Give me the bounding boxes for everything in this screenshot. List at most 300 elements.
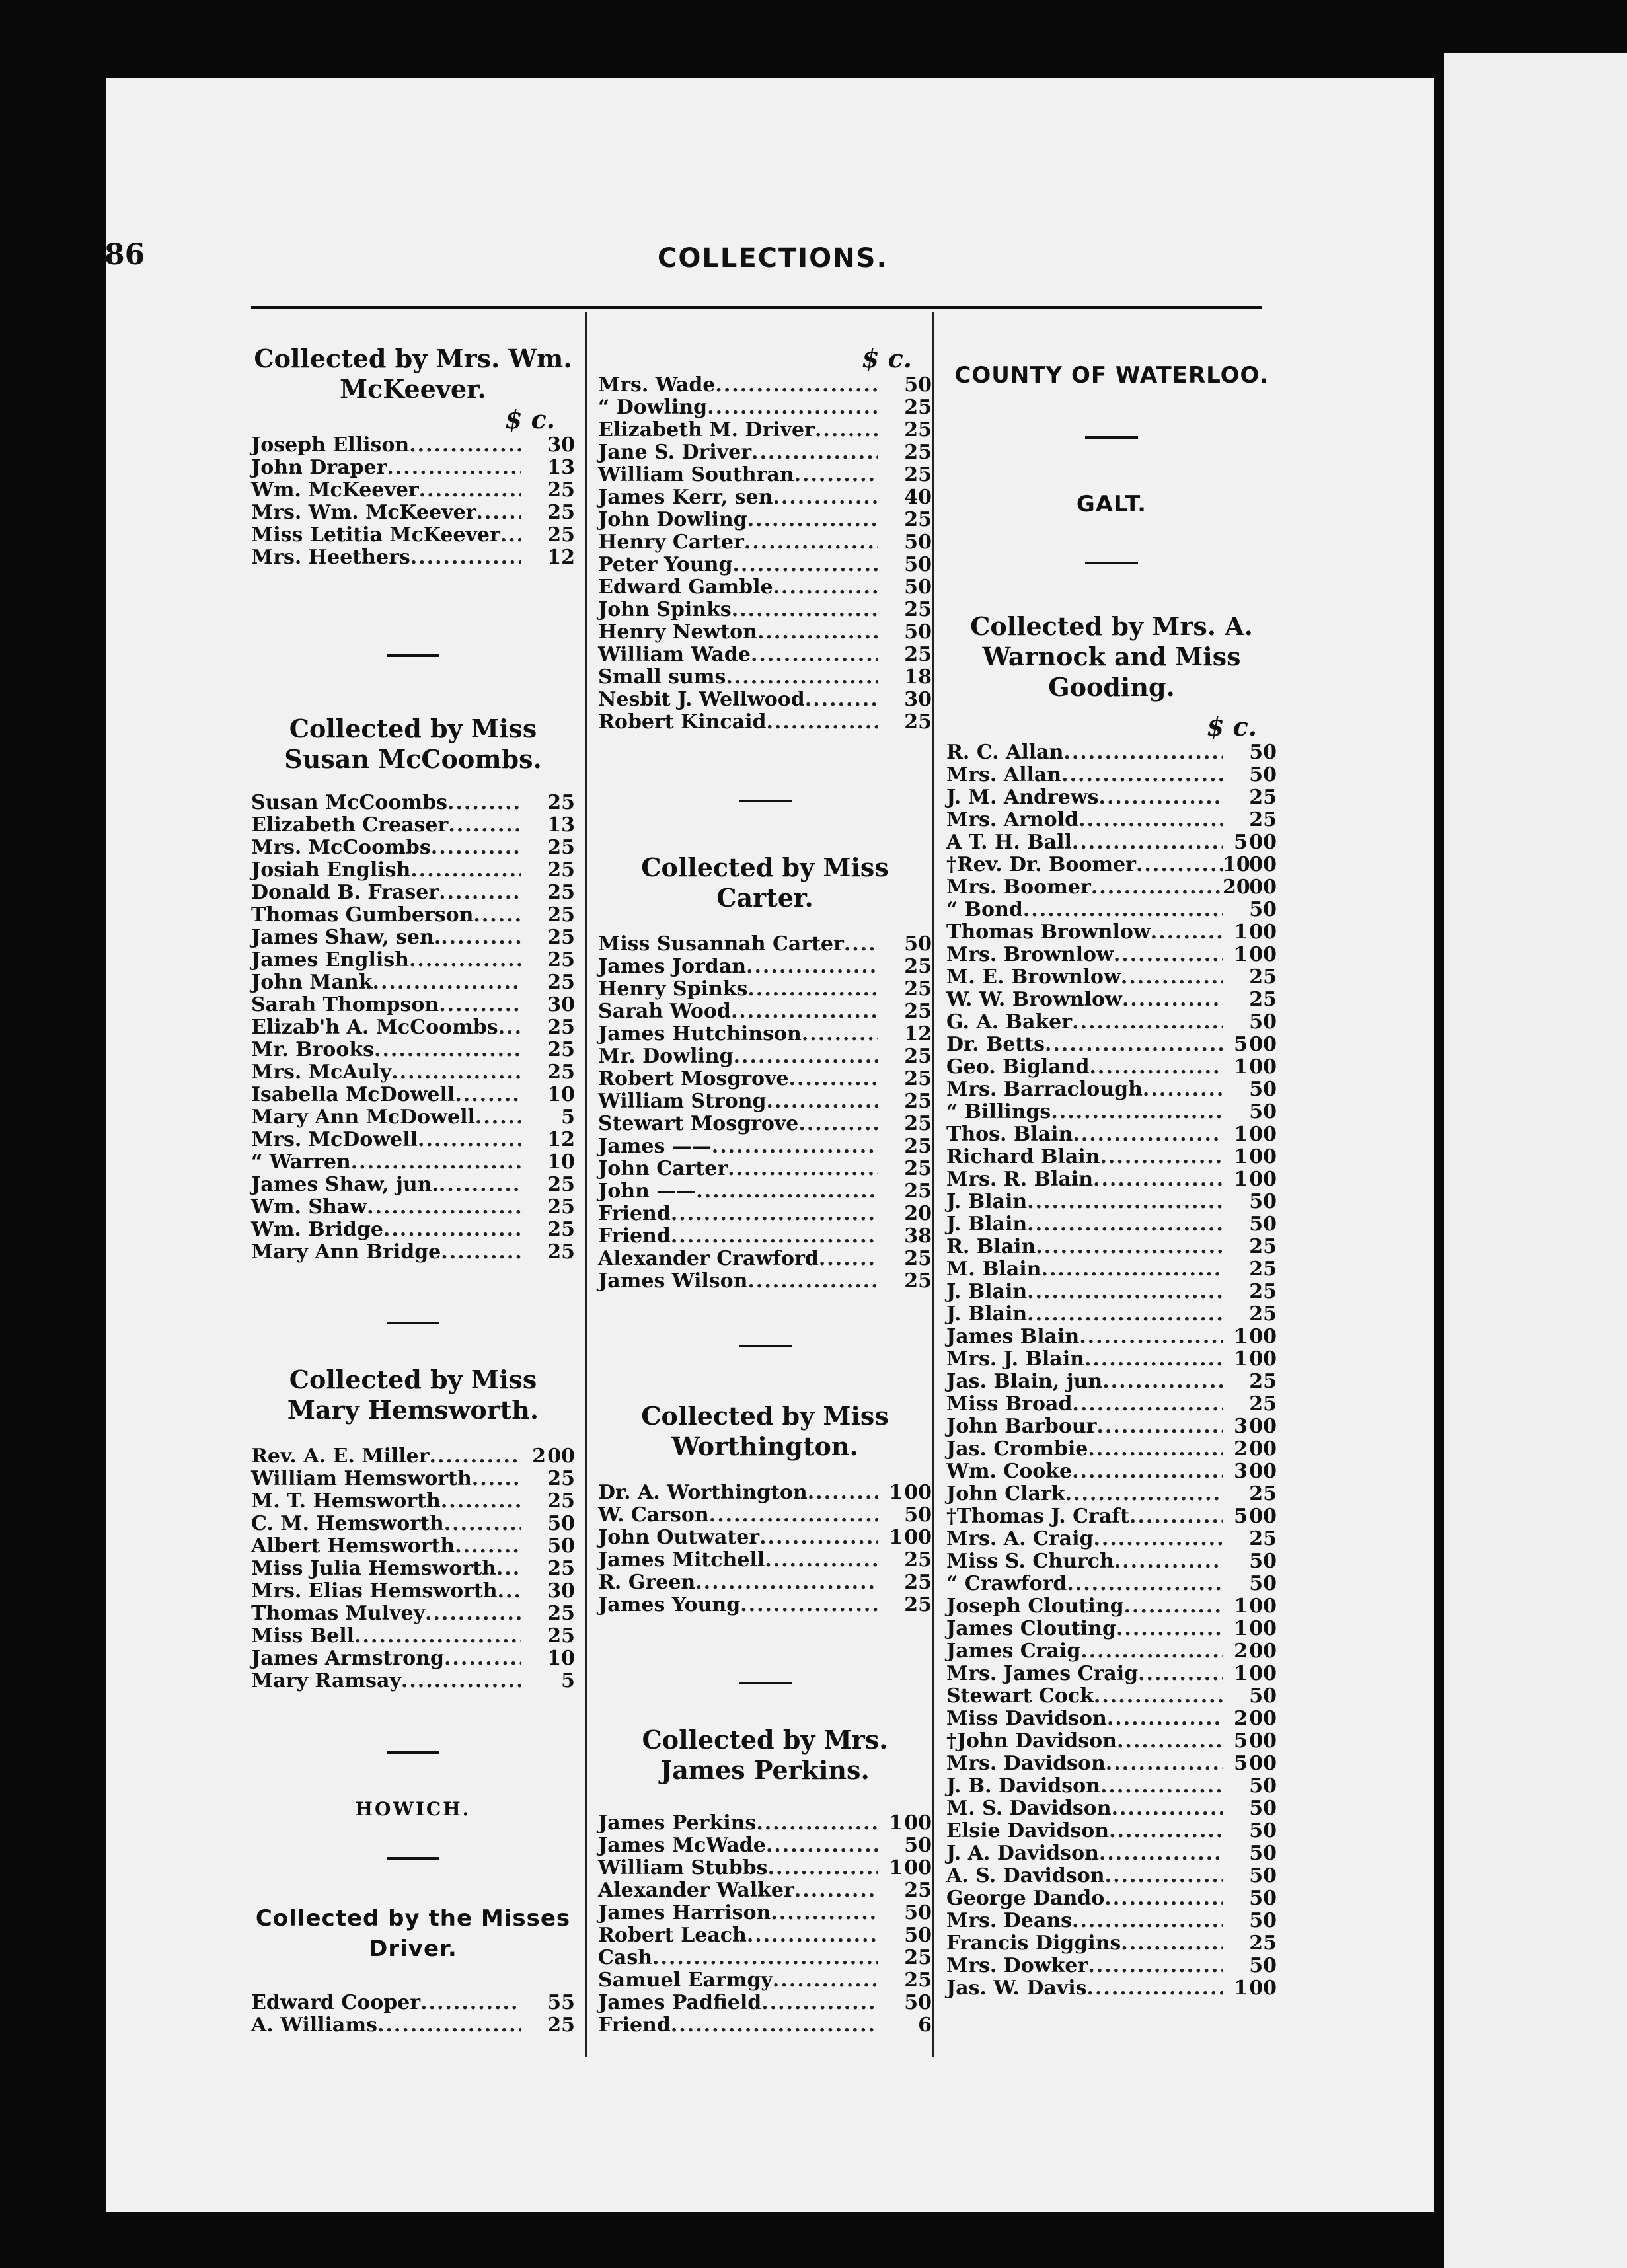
amount-dollars (521, 792, 546, 814)
section-worthington (598, 1401, 932, 1616)
contributor-name: John Clark (946, 1482, 1065, 1505)
amount-dollars (878, 486, 903, 509)
list-item (251, 1241, 575, 1264)
amount-dollars: 2 (1234, 1437, 1248, 1460)
contributor-name: James —— (598, 1135, 712, 1158)
list-item (598, 1482, 932, 1504)
list-item (946, 1438, 1277, 1460)
contributor-name: Friend (598, 1202, 671, 1225)
amount-dollars (878, 1924, 903, 1947)
leader-dots (1104, 1887, 1223, 1910)
leader-dots (1143, 1078, 1223, 1101)
amount-cents: 00 (1249, 1347, 1277, 1371)
contributor-name: †John Davidson (946, 1729, 1117, 1753)
amount-cents: 00 (904, 1481, 932, 1504)
leader-dots (1079, 1326, 1223, 1348)
list-item (598, 1045, 932, 1068)
list-item (598, 1879, 932, 1902)
list-item (946, 1236, 1277, 1258)
list-item (251, 1603, 575, 1625)
amount-dollars: 1 (1234, 1055, 1248, 1078)
amount-cents: 18 (904, 665, 932, 689)
list-item (251, 1468, 575, 1490)
leader-dots (773, 1969, 878, 1992)
amount-dollars (878, 1902, 903, 1924)
amount-dollars (878, 1135, 903, 1158)
leader-dots (473, 904, 521, 926)
amount-dollars (1223, 764, 1248, 786)
column-divider-1 (585, 312, 587, 2057)
amount-cents: 25 (904, 1045, 932, 1068)
list-item (251, 904, 575, 926)
contributor-name: Mrs. McCoombs (251, 836, 431, 859)
contributor-name: Mr. Brooks (251, 1038, 375, 1061)
leader-dots (1045, 1034, 1223, 1056)
list-item (251, 1558, 575, 1580)
amount-cents: 50 (904, 1901, 932, 1924)
contributor-name: Mrs. Brownlow (946, 943, 1114, 966)
contributor-name: John Dowling (598, 508, 747, 531)
amount-dollars: 20 (1223, 876, 1250, 899)
list-item (946, 1865, 1277, 1887)
section-warnock (946, 611, 1277, 2000)
list-item (946, 1528, 1277, 1550)
contributor-name: Donald B. Fraser (251, 881, 439, 904)
amount-cents: 50 (904, 932, 932, 956)
amount-cents: 25 (1249, 1370, 1277, 1393)
contributor-name: “ Billings (946, 1100, 1051, 1123)
amount-dollars (1223, 1528, 1248, 1550)
list-item (946, 921, 1277, 944)
contributor-name: Wm. Shaw (251, 1195, 367, 1219)
amount-cents: 6 (918, 2014, 932, 2037)
contributor-name: Mary Ann McDowell (251, 1106, 475, 1129)
amount-dollars (1223, 1775, 1248, 1797)
section-mckeever (251, 344, 575, 569)
list-item (946, 1977, 1277, 2000)
contributor-name: J. Blain (946, 1213, 1028, 1236)
leader-dots (751, 441, 878, 464)
leader-dots (761, 1992, 878, 2014)
amount-cents: 40 (904, 486, 932, 509)
list-item (946, 1797, 1277, 1820)
leader-dots (766, 711, 878, 734)
contributor-name: †Rev. Dr. Boomer (946, 853, 1136, 876)
amount-dollars (1223, 1685, 1248, 1708)
list-item (251, 994, 575, 1016)
list-item (251, 1580, 575, 1603)
contributor-name: Elizab'h A. McCoombs (251, 1016, 498, 1039)
leader-dots (696, 1180, 878, 1203)
amount-dollars (1223, 1550, 1248, 1573)
leader-dots (1100, 1146, 1223, 1168)
list-item (251, 882, 575, 904)
contributor-name: Mary Ann Bridge (251, 1240, 441, 1264)
section-heading: HOWICH. (355, 1798, 471, 1820)
amount-dollars (1223, 1258, 1248, 1281)
leader-dots (756, 1812, 878, 1834)
amount-dollars (521, 434, 546, 457)
amount-dollars (878, 1594, 903, 1616)
leader-dots (1093, 1168, 1223, 1191)
amount-cents: 25 (547, 501, 575, 524)
leader-dots (1122, 989, 1223, 1011)
leader-dots (1100, 1775, 1223, 1797)
amount-cents: 00 (1249, 1729, 1277, 1753)
leader-dots (1099, 786, 1223, 809)
contributor-name: Thos. Blain (946, 1123, 1073, 1146)
leader-dots (498, 1580, 521, 1603)
amount-cents: 25 (1249, 1258, 1277, 1281)
contributor-name: Small sums (598, 665, 726, 689)
amount-cents: 25 (1249, 1303, 1277, 1326)
amount-dollars: 1 (1234, 1123, 1248, 1146)
divider (251, 654, 575, 657)
list-item (251, 1513, 575, 1535)
contributor-name: Mrs. Wm. McKeever (251, 501, 476, 524)
list-item (946, 1483, 1277, 1505)
amount-cents: 00 (1249, 1662, 1277, 1685)
amount-dollars (521, 1558, 546, 1580)
amount-cents: 25 (904, 1879, 932, 1902)
contributor-name: William Stubbs (598, 1856, 768, 1879)
leader-dots (771, 1902, 878, 1924)
list-item (946, 1011, 1277, 1034)
amount-cents: 25 (904, 396, 932, 419)
contributor-name: James Perkins (598, 1811, 757, 1834)
amount-dollars (878, 1248, 903, 1270)
amount-dollars (1223, 1236, 1248, 1258)
amount-dollars: 1 (1234, 1168, 1248, 1191)
list-item (598, 397, 932, 419)
list-item (946, 1416, 1277, 1438)
amount-dollars (521, 2014, 546, 2037)
list-item (946, 1034, 1277, 1056)
amount-cents: 25 (904, 1593, 932, 1616)
amount-dollars (1223, 899, 1248, 921)
list-item (598, 419, 932, 441)
list-item (946, 1618, 1277, 1640)
contributor-name: “ Crawford (946, 1572, 1067, 1595)
leader-dots (1061, 764, 1223, 786)
entry-list (598, 1812, 932, 2037)
section-title: Collected by Miss Worthington. (641, 1401, 889, 1461)
contributor-name: M. T. Hemsworth (251, 1490, 441, 1513)
contributor-name: A. Williams (251, 2014, 377, 2037)
amount-dollars (878, 711, 903, 734)
amount-cents: 25 (547, 903, 575, 926)
amount-cents: 25 (904, 463, 932, 486)
list-item (946, 944, 1277, 966)
list-item (946, 741, 1277, 764)
amount-dollars: 1 (1234, 1977, 1248, 2000)
contributor-name: William Wade (598, 643, 751, 666)
list-item (598, 1594, 932, 1616)
amount-dollars: 5 (1234, 1729, 1248, 1753)
contributor-name: Mrs. McDowell (251, 1128, 418, 1151)
contributor-name: Edward Cooper (251, 1991, 421, 2014)
amount-cents: 5 (561, 1106, 575, 1129)
list-item (251, 524, 575, 547)
contributor-name: Thomas Brownlow (946, 921, 1151, 944)
amount-dollars (1223, 1483, 1248, 1505)
leader-dots (377, 2014, 521, 2037)
amount-dollars (1223, 1191, 1248, 1213)
amount-cents: 50 (1249, 1864, 1277, 1887)
list-item (598, 1248, 932, 1270)
amount-dollars (878, 1180, 903, 1203)
amount-cents: 00 (904, 1856, 932, 1879)
leader-dots (1088, 1438, 1223, 1460)
amount-dollars (1223, 1955, 1248, 1977)
amount-cents: 25 (904, 1067, 932, 1090)
amount-dollars (878, 1834, 903, 1857)
leader-dots (1063, 741, 1223, 764)
leader-dots (789, 1068, 878, 1090)
list-item (946, 1820, 1277, 1842)
contributor-name: Mr. Dowling (598, 1045, 734, 1068)
list-item (598, 1992, 932, 2014)
leader-dots (1065, 1483, 1223, 1505)
list-item (598, 464, 932, 486)
leader-dots (439, 882, 521, 904)
leader-dots (1084, 1348, 1223, 1371)
contributor-name: Albert Hemsworth (251, 1534, 455, 1558)
leader-dots (441, 1241, 521, 1264)
leader-dots (496, 1558, 521, 1580)
leader-dots (498, 1016, 521, 1039)
list-item (598, 1812, 932, 1834)
contributor-name: Wm. McKeever (251, 478, 419, 502)
contributor-name: Alexander Walker (598, 1879, 794, 1902)
facing-page-edge (1444, 53, 1627, 2268)
list-item (598, 1158, 932, 1180)
list-item (598, 621, 932, 644)
list-item (251, 1151, 575, 1174)
amount-cents: 25 (547, 1038, 575, 1061)
amount-dollars (878, 464, 903, 486)
amount-dollars (1223, 1573, 1248, 1595)
leader-dots (447, 792, 521, 814)
contributor-name: Robert Leach (598, 1924, 747, 1947)
contributor-name: Cash (598, 1946, 653, 1969)
list-item (946, 1505, 1277, 1528)
leader-dots (476, 502, 521, 524)
contributor-name: George Dando (946, 1887, 1105, 1910)
leader-dots (425, 1603, 521, 1625)
list-item (598, 1969, 932, 1992)
amount-cents: 50 (904, 1924, 932, 1947)
amount-cents: 50 (1249, 1774, 1277, 1797)
amount-cents: 25 (547, 1490, 575, 1513)
contributor-name: W. W. Brownlow (946, 988, 1122, 1011)
contributor-name: Miss Davidson (946, 1707, 1107, 1730)
amount-dollars (521, 1535, 546, 1558)
contributor-name: Miss Broad (946, 1392, 1073, 1416)
leader-dots (401, 1670, 521, 1692)
leader-dots (726, 666, 878, 689)
amount-dollars (521, 1219, 546, 1241)
amount-dollars (878, 1947, 903, 1969)
leader-dots (1072, 1011, 1223, 1034)
list-item (251, 1647, 575, 1670)
amount-dollars (1223, 1842, 1248, 1865)
amount-cents: 25 (547, 1240, 575, 1264)
contributor-name: Mrs. J. Blain (946, 1347, 1084, 1371)
amount-dollars (878, 374, 903, 397)
town-heading: GALT. (1076, 491, 1147, 517)
amount-cents: 00 (1249, 943, 1277, 966)
list-item (251, 2014, 575, 2037)
amount-cents: 25 (1249, 1392, 1277, 1416)
contributor-name: “ Warren (251, 1151, 351, 1174)
leader-dots (1041, 1258, 1223, 1281)
leader-dots (734, 1045, 878, 1068)
amount-cents: 30 (547, 993, 575, 1016)
contributor-name: Miss Julia Hemsworth (251, 1557, 496, 1580)
amount-cents: 50 (1249, 1572, 1277, 1595)
amount-dollars (521, 1039, 546, 1061)
amount-cents: 00 (1249, 1595, 1277, 1618)
contributor-name: Isabella McDowell (251, 1083, 455, 1106)
amount-dollars (878, 1225, 903, 1248)
leader-dots (652, 1947, 878, 1969)
amount-cents: 00 (904, 1526, 932, 1549)
amount-cents: 25 (547, 523, 575, 547)
amount-cents: 25 (904, 418, 932, 441)
contributor-name: William Southran (598, 463, 794, 486)
amount-dollars: 1 (1234, 1347, 1248, 1371)
leader-dots (695, 1571, 878, 1594)
amount-cents: 25 (547, 1557, 575, 1580)
amount-dollars: 1 (889, 1856, 903, 1879)
leader-dots (1106, 1753, 1223, 1775)
list-item (946, 1685, 1277, 1708)
amount-cents: 00 (1249, 1055, 1277, 1078)
contributor-name: Samuel Earmgy (598, 1969, 773, 1992)
divider (251, 1322, 575, 1324)
leader-dots (410, 859, 521, 882)
leader-dots (1151, 921, 1223, 944)
list-item (946, 1955, 1277, 1977)
amount-dollars (521, 457, 546, 479)
amount-dollars (521, 1670, 546, 1692)
amount-dollars (878, 666, 903, 689)
leader-dots (1102, 1371, 1223, 1393)
list-item (946, 1663, 1277, 1685)
amount-cents: 00 (547, 1445, 575, 1468)
amount-cents: 50 (1249, 1797, 1277, 1820)
list-item (251, 971, 575, 994)
amount-cents: 25 (1249, 1235, 1277, 1258)
amount-dollars: 5 (1234, 1752, 1248, 1775)
section-title: Collected by Mrs. James Perkins. (642, 1725, 888, 1785)
amount-cents: 25 (547, 926, 575, 949)
amount-dollars (878, 441, 903, 464)
amount-dollars: 2 (1234, 1640, 1248, 1663)
leader-dots (1124, 1595, 1223, 1618)
amount-cents: 25 (904, 955, 932, 978)
contributor-name: Stewart Cock (946, 1684, 1094, 1708)
amount-dollars (878, 1879, 903, 1902)
contributor-name: James Harrison (598, 1901, 771, 1924)
list-item (946, 1730, 1277, 1753)
amount-dollars (521, 1580, 546, 1603)
contributor-name: John Spinks (598, 598, 732, 621)
amount-cents: 50 (1249, 1887, 1277, 1910)
page-number: 86 (104, 238, 145, 272)
section-driver (251, 1903, 575, 2037)
amount-cents: 25 (904, 1157, 932, 1180)
leader-dots (373, 971, 521, 994)
contributor-name: Mrs. James Craig (946, 1662, 1139, 1685)
list-item (946, 1303, 1277, 1326)
leader-dots (740, 1594, 878, 1616)
leader-dots (409, 434, 521, 457)
leader-dots (1093, 1528, 1223, 1550)
amount-cents: 25 (547, 2014, 575, 2037)
amount-cents: 25 (547, 1016, 575, 1039)
contributor-name: John Outwater (598, 1526, 760, 1549)
amount-cents: 00 (1249, 1033, 1277, 1056)
list-item (598, 1225, 932, 1248)
amount-dollars (1223, 1797, 1248, 1820)
amount-cents: 00 (1249, 921, 1277, 944)
list-item (251, 837, 575, 859)
divider (946, 436, 1277, 439)
list-item (946, 899, 1277, 921)
contributor-name: Mrs. Allan (946, 763, 1062, 786)
amount-dollars: 1 (1234, 1595, 1248, 1618)
contributor-name: Richard Blain (946, 1145, 1100, 1168)
divider (598, 1345, 932, 1347)
section-continued (598, 344, 932, 734)
list-item (946, 1887, 1277, 1910)
list-item (251, 502, 575, 524)
amount-cents: 10 (547, 1083, 575, 1106)
amount-dollars (521, 859, 546, 882)
amount-cents: 00 (1249, 1505, 1277, 1528)
contributor-name: James Kerr, sen (598, 486, 773, 509)
leader-dots (1129, 1505, 1223, 1528)
contributor-name: Mrs. Dowker (946, 1954, 1088, 1977)
amount-cents: 50 (1249, 1213, 1277, 1236)
amount-cents: 25 (1249, 1527, 1277, 1550)
contributor-name: Elizabeth M. Driver (598, 418, 815, 441)
list-item (251, 434, 575, 457)
town-heading-block (946, 489, 1277, 519)
amount-cents: 25 (1249, 786, 1277, 809)
amount-cents: 25 (547, 971, 575, 994)
leader-dots (410, 547, 521, 569)
amount-cents: 50 (1249, 898, 1277, 921)
contributor-name: A T. H. Ball (946, 831, 1072, 854)
amount-cents: 25 (904, 1969, 932, 1992)
amount-dollars (521, 1196, 546, 1219)
list-item (598, 374, 932, 397)
contributor-name: Francis Diggins (946, 1932, 1121, 1955)
contributor-name: Mrs. A. Craig (946, 1527, 1094, 1550)
amount-dollars (521, 814, 546, 837)
list-item (598, 1527, 932, 1549)
amount-dollars (878, 689, 903, 711)
contributor-name: Peter Young (598, 553, 733, 576)
list-item (251, 926, 575, 949)
amount-cents: 50 (1249, 1190, 1277, 1213)
amount-cents: 00 (1249, 1437, 1277, 1460)
leader-dots (1114, 944, 1223, 966)
amount-dollars (878, 1992, 903, 2014)
